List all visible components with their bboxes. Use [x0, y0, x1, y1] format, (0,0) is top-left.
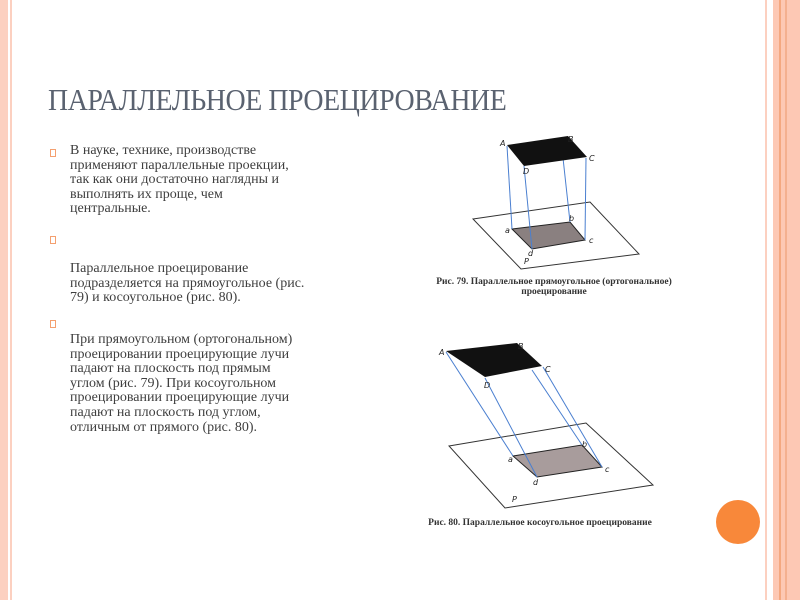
original-square	[507, 136, 587, 166]
label-A: A	[500, 139, 506, 148]
text-line: углом (рис. 79). При косоугольном	[70, 375, 277, 391]
label-B: B	[518, 342, 524, 351]
label-B: B	[568, 135, 574, 144]
label-c: c	[605, 465, 610, 474]
text-line: подразделяется на прямоугольное (рис.	[70, 275, 305, 291]
figure-79	[473, 135, 639, 269]
label-A: A	[439, 348, 445, 357]
slide-title: ПАРАЛЛЕЛЬНОЕ ПРОЕЦИРОВАНИЕ	[48, 82, 507, 117]
label-b: b	[569, 214, 575, 223]
text-line: центральные.	[70, 201, 151, 217]
text-line: Параллельное проецирование	[70, 261, 249, 276]
label-D: D	[484, 381, 491, 390]
text-line: проецировании проецирующие лучи	[70, 346, 290, 362]
text-line: падают на плоскость под углом,	[70, 404, 261, 420]
text-line: В науке, технике, производстве	[70, 143, 257, 158]
text-line: проецировании проецирующие лучи	[70, 390, 290, 406]
label-c: c	[589, 236, 594, 245]
text-line: При прямоугольном (ортогональном)	[70, 332, 293, 347]
caption-line: Рис. 79. Параллельное прямоугольное (ортогональное)	[436, 277, 672, 287]
decorative-orange-circle	[716, 500, 760, 544]
text-line: отличным от прямого (рис. 80).	[70, 419, 258, 435]
label-C: C	[589, 154, 595, 163]
label-d: d	[533, 478, 539, 487]
label-P: P	[512, 495, 517, 504]
label-P: P	[524, 257, 529, 266]
label-C: C	[545, 365, 551, 374]
label-a: a	[508, 455, 513, 464]
caption-line: проецирование	[521, 287, 587, 297]
label-D: D	[523, 167, 530, 176]
label-d: d	[528, 249, 534, 258]
text-line: применяют параллельные проекции,	[70, 157, 289, 173]
text-line: 79) и косоугольное (рис. 80).	[70, 290, 241, 306]
original-square	[446, 343, 542, 377]
figure-79-caption	[423, 277, 685, 297]
label-b: b	[582, 440, 588, 449]
label-a: a	[505, 226, 510, 235]
text-line: падают на плоскость под прямым	[70, 361, 271, 377]
figure-80	[438, 342, 653, 508]
text-line: выполнять их проще, чем	[70, 186, 223, 202]
text-line: так как они достаточно наглядны и	[70, 172, 280, 188]
figure-80-caption: Рис. 80. Параллельное косоугольное проецирование	[428, 518, 652, 528]
